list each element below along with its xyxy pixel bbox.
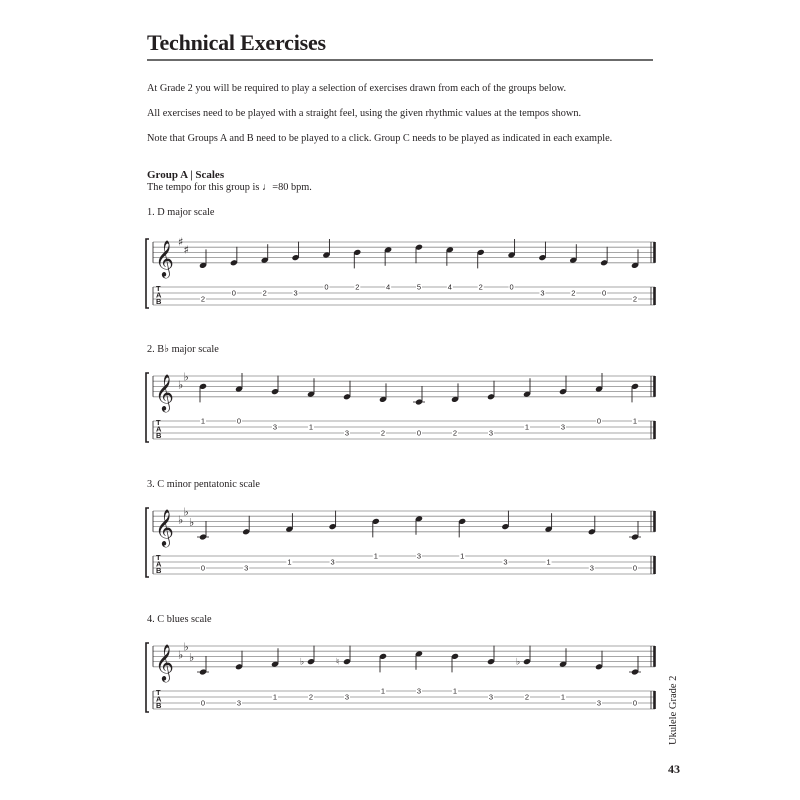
note [197, 656, 209, 708]
tab-fret-number: 0 [231, 288, 236, 298]
exercise-3-notation [140, 497, 665, 597]
tab-fret-number: 2 [632, 294, 638, 304]
exercise-3-label: 3. C minor pentatonic scale [147, 479, 260, 490]
tab-fret-number: 1 [452, 686, 458, 696]
tab-fret-number: 3 [589, 563, 594, 573]
tab-fret-number: 3 [540, 288, 545, 298]
tab-fret-number: 1 [560, 692, 566, 702]
exercise-4-label: 4. C blues scale [147, 614, 212, 625]
note [415, 244, 423, 292]
exercise-1-label: 1. D major scale [147, 207, 215, 218]
exercise-2-notation [140, 362, 665, 462]
tab-fret-number: 0 [324, 282, 329, 292]
note [199, 383, 207, 426]
note [629, 656, 641, 708]
tab-letter: A [156, 694, 162, 704]
natural-accidental-icon: ♮ [336, 657, 340, 668]
note [353, 249, 361, 292]
tab-fret-number: 1 [373, 551, 378, 561]
tempo-value: =80 bpm. [272, 182, 312, 193]
title-rule [147, 59, 653, 61]
tab-fret-number: 2 [262, 288, 267, 298]
tab-letter: T [156, 284, 161, 293]
tab-fret-number: 0 [632, 563, 638, 573]
tab-fret-number: 1 [308, 422, 314, 432]
tab-fret-number: 1 [546, 557, 551, 567]
note [343, 381, 351, 438]
tab-fret-number: 0 [200, 698, 206, 708]
exercise-4-notation [140, 632, 665, 732]
note [271, 376, 279, 432]
tab-fret-number: 1 [287, 557, 292, 567]
tab-letter: A [156, 290, 162, 300]
note [292, 242, 300, 298]
tab-fret-number: 3 [236, 698, 242, 708]
tab-fret-number: 3 [344, 692, 350, 702]
note [235, 651, 243, 708]
note [446, 246, 454, 291]
tab-fret-number: 2 [524, 692, 530, 702]
tab-fret-number: 2 [200, 294, 206, 304]
tab-fret-number: 3 [272, 422, 278, 432]
tab-fret-number: 3 [503, 557, 508, 567]
quarter-note-icon: ♩ [261, 182, 273, 193]
tab-fret-number: 2 [452, 428, 458, 438]
tab-letter: B [156, 701, 162, 710]
tab-letter: T [156, 688, 161, 697]
system-bracket [146, 643, 149, 712]
tab-fret-number: 3 [416, 686, 422, 696]
tab-fret-number: 1 [524, 422, 530, 432]
tab-fret-number: 3 [488, 428, 494, 438]
note [600, 247, 608, 298]
tab-fret-number: 4 [447, 282, 452, 292]
treble-clef-icon: 𝄞 [155, 238, 174, 277]
page-number: 43 [668, 762, 680, 776]
flat-key-icon: ♭ [189, 651, 195, 664]
tab-fret-number: 0 [602, 288, 607, 298]
tab-fret-number: 3 [416, 551, 422, 561]
note [242, 516, 250, 573]
staff-and-tab-svg [140, 362, 665, 462]
sharp-key-icon: ♯ [178, 235, 184, 249]
flat-key-icon: ♭ [178, 378, 184, 392]
flat-key-icon: ♭ [189, 516, 195, 529]
tab-fret-number: 3 [596, 698, 602, 708]
tab-fret-number: 2 [380, 428, 386, 438]
note [458, 518, 466, 561]
system-bracket [146, 373, 149, 442]
intro-paragraph-1: At Grade 2 you will be required to play a selection of exercises drawn from each of the groups below. [147, 83, 567, 94]
tab-fret-number: 3 [560, 422, 566, 432]
tab-fret-number: 2 [478, 282, 483, 292]
note [336, 646, 351, 702]
tab-fret-number: 2 [308, 692, 314, 702]
tab-letter: T [156, 418, 161, 427]
staff-and-tab-svg [140, 497, 665, 597]
note [300, 646, 315, 702]
tab-letter: B [156, 431, 162, 440]
tab-letter: B [156, 566, 162, 575]
tab-fret-number: 2 [355, 282, 360, 292]
note [487, 381, 495, 438]
group-heading: Group A | Scales [147, 169, 225, 181]
flat-key-icon: ♭ [183, 505, 189, 519]
treble-clef-icon: 𝄞 [155, 372, 174, 411]
exercise-2-label: 2. B♭ major scale [147, 344, 219, 355]
tab-fret-number: 0 [416, 428, 422, 438]
treble-clef-icon: 𝄞 [155, 507, 174, 546]
flat-key-icon: ♭ [178, 513, 184, 527]
tab-letter: T [156, 553, 161, 562]
page-title: Technical Exercises [147, 30, 326, 55]
tab-fret-number: 1 [200, 416, 206, 426]
tab-fret-number: 4 [386, 282, 391, 292]
note [538, 242, 546, 298]
note [384, 246, 392, 291]
flat-accidental-icon: ♭ [300, 657, 305, 668]
tab-fret-number: 3 [344, 428, 350, 438]
note [588, 516, 596, 573]
tab-fret-number: 1 [380, 686, 386, 696]
tab-letter: A [156, 559, 162, 569]
tab-fret-number: 0 [596, 416, 602, 426]
note [413, 386, 425, 438]
tab-fret-number: 3 [488, 692, 494, 702]
note [487, 646, 495, 702]
tab-fret-number: 1 [272, 692, 278, 702]
tempo-line [147, 182, 312, 193]
tab-fret-number: 0 [236, 416, 242, 426]
note [451, 653, 459, 696]
tempo-prefix: The tempo for this group is [147, 182, 262, 193]
note [230, 247, 238, 298]
tab-letter: A [156, 424, 162, 434]
note [595, 651, 603, 708]
note [415, 515, 423, 560]
note [477, 249, 485, 292]
note [372, 518, 380, 561]
tab-fret-number: 1 [632, 416, 638, 426]
tab-fret-number: 0 [200, 563, 206, 573]
tab-fret-number: 3 [330, 557, 335, 567]
staff-and-tab-svg [140, 632, 665, 732]
flat-key-icon: ♭ [183, 370, 189, 384]
note [631, 383, 639, 426]
treble-clef-icon: 𝄞 [155, 642, 174, 681]
tab-letter: B [156, 297, 162, 306]
system-bracket [146, 508, 149, 577]
note [516, 646, 531, 702]
note [559, 376, 567, 432]
tab-fret-number: 0 [632, 698, 638, 708]
tab-fret-number: 5 [416, 282, 422, 292]
note [329, 511, 337, 567]
tab-fret-number: 3 [244, 563, 249, 573]
tab-fret-number: 0 [509, 282, 514, 292]
book-side-label: Ukulele Grade 2 [668, 675, 679, 745]
intro-paragraph-3: Note that Groups A and B need to be played to a click. Group C needs to be played as indicated in each example. [147, 133, 613, 144]
intro-paragraph-2: All exercises need to be played with a straight feel, using the given rhythmic values at the tempos shown. [147, 108, 582, 119]
system-bracket [146, 239, 149, 308]
note [415, 650, 423, 695]
staff-and-tab-svg [140, 228, 665, 328]
flat-key-icon: ♭ [178, 648, 184, 662]
exercise-1-notation [140, 228, 665, 328]
note [379, 653, 387, 696]
flat-accidental-icon: ♭ [516, 657, 521, 668]
note [501, 511, 509, 567]
sharp-key-icon: ♯ [183, 243, 189, 257]
tab-fret-number: 2 [571, 288, 576, 298]
note [629, 521, 641, 573]
note [197, 521, 209, 573]
tab-fret-number: 3 [293, 288, 298, 298]
tab-fret-number: 1 [460, 551, 465, 561]
flat-key-icon: ♭ [183, 640, 189, 654]
